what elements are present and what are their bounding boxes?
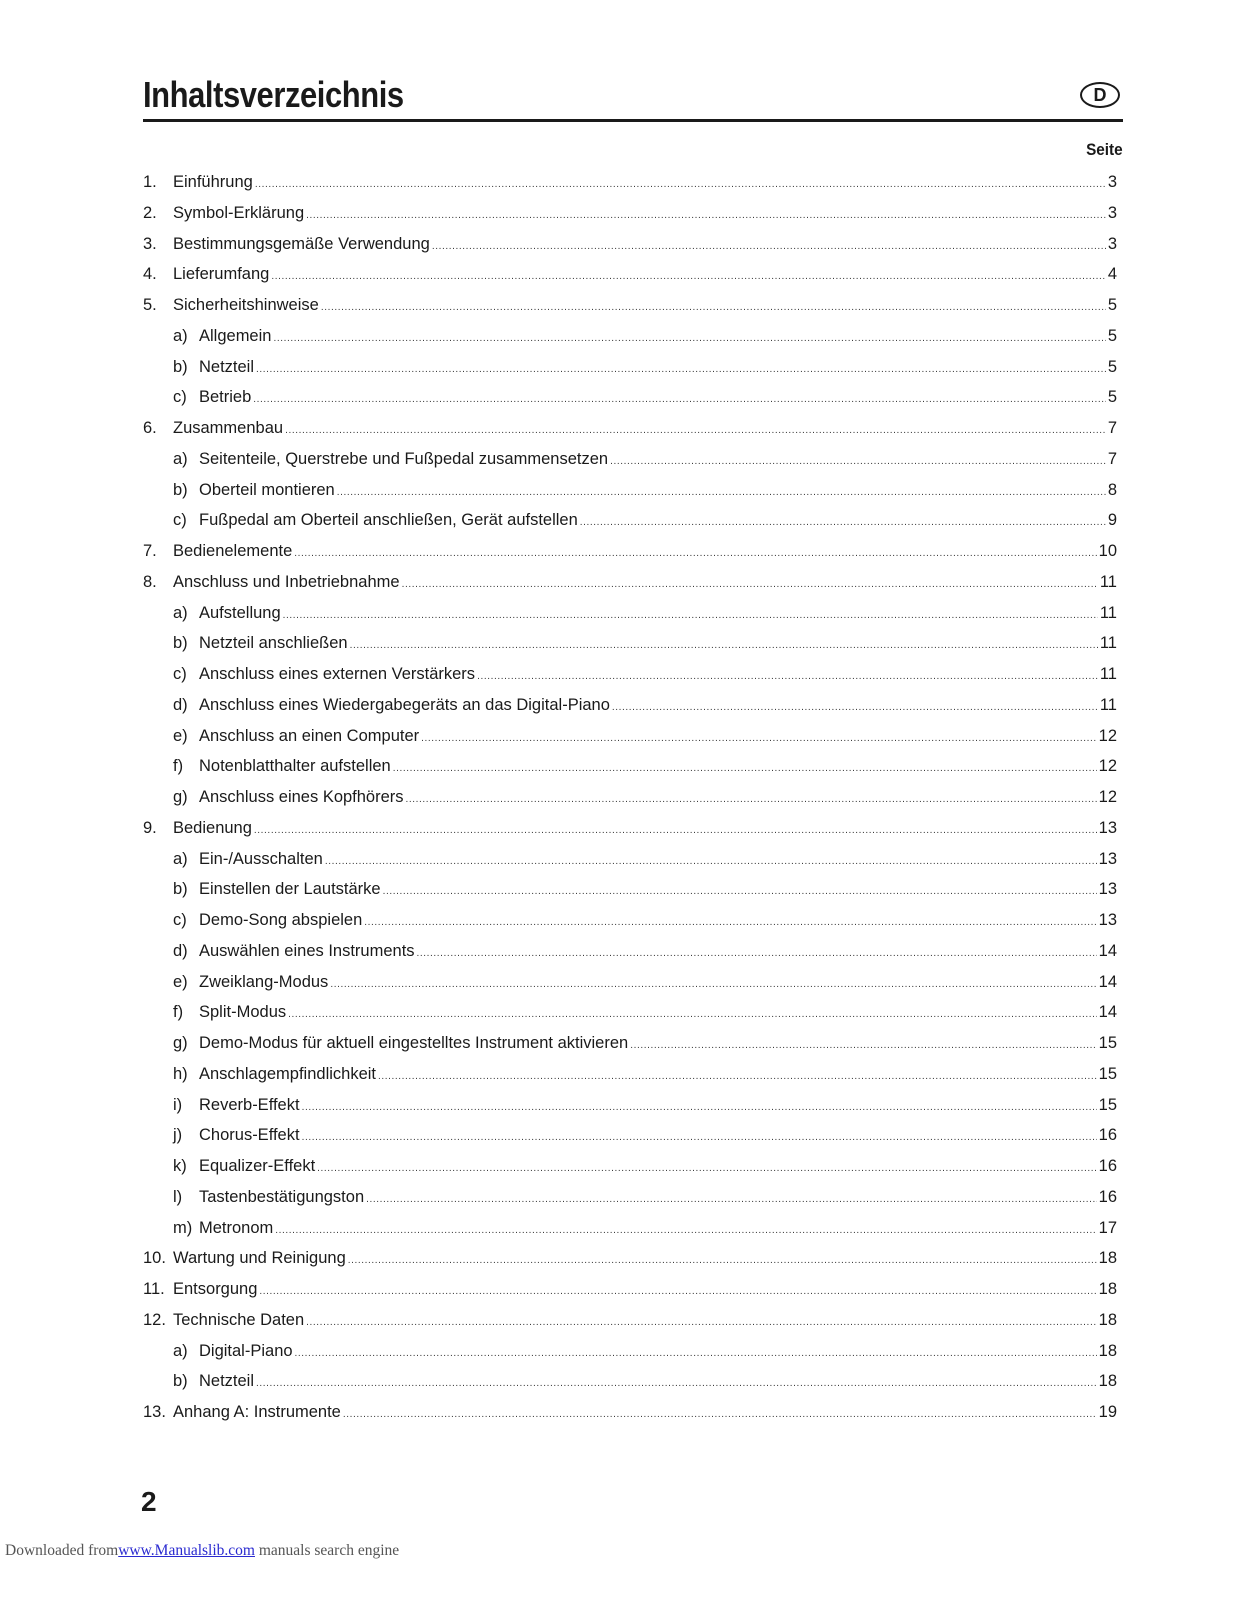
toc-entry: [143, 293, 1117, 324]
toc-entry-label: Notenblatthalter aufstellen: [199, 757, 391, 776]
toc-entry-label: Reverb-Effekt: [199, 1095, 300, 1114]
dot-leader: [275, 1219, 1096, 1243]
toc-entry-label: Metronom: [199, 1218, 274, 1237]
toc-entry-number: 9.: [143, 818, 157, 837]
language-badge: D: [1080, 82, 1120, 108]
dot-leader: [255, 173, 1106, 197]
toc-subentry: [143, 385, 1117, 416]
dot-leader: [612, 696, 1098, 720]
toc-subentry: [143, 939, 1117, 970]
toc-subentry: [143, 724, 1117, 755]
toc-entry-number: 5.: [143, 296, 157, 314]
table-of-contents: [143, 170, 1117, 1431]
toc-entry-page: 3: [1107, 234, 1117, 253]
toc-subentry: [143, 478, 1117, 509]
toc-entry-label: Digital-Piano: [199, 1341, 293, 1360]
toc-entry-number: a): [173, 326, 188, 345]
toc-entry-page: 16: [1098, 1126, 1117, 1145]
toc-entry-page: 12: [1098, 788, 1117, 806]
toc-entry-label: Chorus-Effekt: [199, 1126, 300, 1145]
toc-entry-label: Bedienelemente: [173, 542, 293, 560]
toc-subentry: [143, 1339, 1117, 1370]
dot-leader: [364, 911, 1096, 935]
dot-leader: [285, 419, 1106, 443]
dot-leader: [350, 634, 1098, 658]
dot-leader: [402, 573, 1098, 597]
toc-entry-page: 5: [1107, 326, 1117, 345]
toc-subentry: [143, 631, 1117, 662]
dot-leader: [306, 1311, 1096, 1335]
toc-entry-label: Zweiklang-Modus: [199, 972, 329, 991]
dot-leader: [295, 1342, 1097, 1366]
toc-entry-label: Wartung und Reinigung: [173, 1249, 346, 1268]
toc-entry-number: i): [173, 1095, 183, 1114]
toc-entry-number: a): [173, 603, 188, 622]
footer-suffix: manuals search engine: [254, 1542, 400, 1559]
toc-entry-label: Lieferumfang: [173, 265, 270, 284]
toc-entry-number: g): [173, 788, 188, 806]
title-divider: [143, 119, 1123, 122]
toc-entry-number: a): [173, 449, 188, 468]
toc-entry-label: Symbol-Erklärung: [173, 203, 305, 222]
toc-entry-number: e): [173, 972, 188, 991]
toc-entry-page: 3: [1107, 173, 1117, 191]
toc-entry-page: 16: [1098, 1187, 1117, 1206]
toc-entry-page: 7: [1107, 419, 1117, 437]
toc-subentry: [143, 847, 1117, 878]
toc-entry: [143, 262, 1117, 293]
toc-subentry: [143, 1185, 1117, 1216]
toc-subentry: [143, 601, 1117, 632]
dot-leader: [393, 757, 1097, 781]
toc-entry-number: d): [173, 941, 188, 960]
toc-entry-page: 18: [1098, 1280, 1117, 1298]
toc-entry: [143, 539, 1117, 570]
dot-leader: [283, 604, 1098, 628]
toc-subentry: [143, 324, 1117, 355]
toc-entry-label: Zusammenbau: [173, 419, 284, 437]
toc-entry-number: b): [173, 1372, 188, 1391]
toc-entry-page: 14: [1098, 1003, 1117, 1022]
toc-entry-page: 16: [1098, 1157, 1117, 1175]
dot-leader: [417, 942, 1097, 966]
toc-entry-number: 10.: [143, 1249, 166, 1268]
toc-entry: [143, 816, 1117, 847]
toc-entry-page: 15: [1098, 1095, 1117, 1114]
toc-entry-page: 18: [1098, 1341, 1117, 1360]
toc-entry-number: d): [173, 695, 188, 714]
dot-leader: [306, 204, 1106, 228]
toc-entry-page: 11: [1099, 665, 1117, 683]
toc-entry: [143, 416, 1117, 447]
toc-entry-page: 5: [1107, 296, 1117, 314]
toc-entry-label: Demo-Song abspielen: [199, 911, 363, 929]
toc-entry-number: 11.: [143, 1280, 165, 1298]
toc-entry-number: 8.: [143, 572, 157, 591]
toc-entry-number: 2.: [143, 203, 157, 222]
toc-entry-page: 18: [1098, 1249, 1117, 1268]
dot-leader: [288, 1003, 1097, 1027]
dot-leader: [325, 850, 1097, 874]
toc-entry-page: 10: [1098, 542, 1117, 560]
toc-subentry: [143, 1000, 1117, 1031]
toc-entry-label: Bestimmungsgemäße Verwendung: [173, 234, 430, 253]
toc-entry-label: Anhang A: Instrumente: [173, 1403, 341, 1421]
toc-entry: [143, 1400, 1117, 1431]
toc-subentry: [143, 1062, 1117, 1093]
toc-subentry: [143, 1093, 1117, 1124]
toc-entry-number: l): [173, 1187, 183, 1206]
toc-entry-number: 12.: [143, 1310, 166, 1329]
toc-entry-label: Anschluss und Inbetriebnahme: [173, 572, 400, 591]
toc-entry-label: Entsorgung: [173, 1280, 258, 1298]
toc-entry-label: Anschluss eines Kopfhörers: [199, 788, 404, 806]
toc-entry-page: 14: [1098, 941, 1117, 960]
toc-entry-label: Ein-/Ausschalten: [199, 849, 323, 868]
toc-entry-page: 14: [1098, 972, 1117, 991]
toc-entry-page: 13: [1098, 849, 1117, 868]
toc-subentry: [143, 1216, 1117, 1247]
toc-entry-number: h): [173, 1064, 188, 1083]
toc-entry-page: 9: [1107, 511, 1117, 530]
dot-leader: [432, 235, 1106, 259]
toc-entry-number: m): [173, 1218, 193, 1237]
dot-leader: [378, 1065, 1097, 1089]
toc-entry-label: Aufstellung: [199, 603, 281, 622]
toc-subentry: [143, 1154, 1117, 1185]
toc-entry-label: Auswählen eines Instruments: [199, 941, 415, 960]
toc-entry-number: a): [173, 849, 188, 868]
toc-subentry: [143, 970, 1117, 1001]
toc-entry-page: 5: [1107, 388, 1117, 407]
toc-entry-number: a): [173, 1341, 188, 1360]
toc-entry-page: 13: [1098, 880, 1117, 899]
toc-entry-number: 1.: [143, 173, 157, 191]
toc-entry-label: Sicherheitshinweise: [173, 296, 319, 314]
dot-leader: [254, 819, 1097, 843]
toc-entry-number: 7.: [143, 542, 157, 560]
dot-leader: [294, 542, 1096, 566]
toc-entry-label: Allgemein: [199, 326, 272, 345]
toc-subentry: [143, 1369, 1117, 1400]
dot-leader: [421, 727, 1097, 751]
toc-subentry: [143, 1123, 1117, 1154]
toc-entry-number: b): [173, 880, 188, 899]
toc-subentry: [143, 877, 1117, 908]
toc-entry-label: Betrieb: [199, 388, 252, 407]
page-column-header: Seite: [1086, 140, 1123, 159]
toc-entry-label: Split-Modus: [199, 1003, 287, 1022]
dot-leader: [337, 481, 1106, 505]
page-title: Inhaltsverzeichnis: [143, 74, 404, 115]
dot-leader: [271, 265, 1106, 289]
toc-subentry: [143, 693, 1117, 724]
toc-entry-label: Demo-Modus für aktuell eingestelltes Instrument aktivieren: [199, 1034, 629, 1052]
toc-entry: [143, 1277, 1117, 1308]
toc-entry: [143, 232, 1117, 263]
toc-entry-number: k): [173, 1157, 187, 1175]
dot-leader: [348, 1249, 1097, 1273]
toc-entry: [143, 1308, 1117, 1339]
toc-entry-number: j): [173, 1126, 183, 1145]
toc-entry-label: Anschluss an einen Computer: [199, 726, 420, 745]
toc-entry: [143, 1246, 1117, 1277]
toc-entry-number: 4.: [143, 265, 157, 284]
dot-leader: [366, 1188, 1097, 1212]
toc-subentry: [143, 355, 1117, 386]
dot-leader: [630, 1034, 1096, 1058]
dot-leader: [302, 1096, 1097, 1120]
toc-entry-number: f): [173, 1003, 184, 1022]
dot-leader: [330, 973, 1096, 997]
toc-entry-page: 17: [1098, 1218, 1117, 1237]
toc-entry-label: Einstellen der Lautstärke: [199, 880, 381, 899]
toc-entry-page: 8: [1107, 480, 1117, 499]
toc-entry-number: g): [173, 1034, 188, 1052]
download-footer: [5, 1542, 399, 1560]
toc-entry-page: 12: [1098, 757, 1117, 776]
dot-leader: [477, 665, 1098, 689]
toc-entry-label: Netzteil: [199, 1372, 255, 1391]
toc-entry-page: 4: [1107, 265, 1117, 284]
toc-entry-page: 13: [1098, 911, 1117, 929]
toc-entry-page: 11: [1099, 634, 1117, 653]
dot-leader: [610, 450, 1106, 474]
toc-entry-number: c): [173, 911, 187, 929]
toc-subentry: [143, 447, 1117, 478]
dot-leader: [256, 1372, 1097, 1396]
toc-entry-page: 11: [1099, 572, 1117, 591]
toc-entry-page: 15: [1098, 1034, 1117, 1052]
page-number: 2: [141, 1486, 157, 1517]
toc-entry-page: 11: [1099, 695, 1117, 714]
toc-entry: [143, 201, 1117, 232]
toc-entry: [143, 170, 1117, 201]
toc-entry-number: 3.: [143, 234, 157, 253]
toc-entry: [143, 570, 1117, 601]
toc-entry-page: 11: [1099, 603, 1117, 622]
dot-leader: [302, 1126, 1097, 1150]
toc-entry-label: Fußpedal am Oberteil anschließen, Gerät aufstellen: [199, 511, 578, 530]
dot-leader: [383, 880, 1097, 904]
toc-entry-number: c): [173, 665, 187, 683]
dot-leader: [317, 1157, 1096, 1181]
dot-leader: [253, 388, 1106, 412]
toc-entry-label: Anschluss eines Wiedergabegeräts an das Digital-Piano: [199, 695, 610, 714]
dot-leader: [321, 296, 1106, 320]
toc-subentry: [143, 908, 1117, 939]
toc-entry-page: 7: [1107, 449, 1117, 468]
toc-entry-label: Tastenbestätigungston: [199, 1187, 365, 1206]
toc-entry-number: b): [173, 634, 188, 653]
footer-prefix: Downloaded from: [5, 1542, 119, 1559]
toc-subentry: [143, 662, 1117, 693]
toc-entry-page: 13: [1098, 818, 1117, 837]
toc-entry-label: Seitenteile, Querstrebe und Fußpedal zusammensetzen: [199, 449, 609, 468]
toc-entry-number: c): [173, 511, 187, 530]
dot-leader: [259, 1280, 1096, 1304]
toc-subentry: [143, 508, 1117, 539]
toc-subentry: [143, 1031, 1117, 1062]
toc-subentry: [143, 754, 1117, 785]
toc-entry-label: Equalizer-Effekt: [199, 1157, 316, 1175]
toc-entry-number: e): [173, 726, 188, 745]
dot-leader: [273, 327, 1105, 351]
toc-entry-label: Bedienung: [173, 818, 252, 837]
toc-entry-page: 19: [1098, 1403, 1117, 1421]
toc-entry-page: 15: [1098, 1064, 1117, 1083]
dot-leader: [343, 1403, 1097, 1427]
dot-leader: [406, 788, 1097, 812]
toc-entry-label: Netzteil: [199, 357, 255, 376]
toc-entry-label: Technische Daten: [173, 1310, 305, 1329]
toc-entry-page: 5: [1107, 357, 1117, 376]
toc-entry-number: b): [173, 357, 188, 376]
toc-entry-label: Netzteil anschließen: [199, 634, 348, 653]
toc-entry-label: Einführung: [173, 173, 253, 191]
toc-entry-number: c): [173, 388, 187, 407]
toc-entry-page: 18: [1098, 1372, 1117, 1391]
toc-entry-number: b): [173, 480, 188, 499]
dot-leader: [256, 358, 1106, 382]
toc-subentry: [143, 785, 1117, 816]
toc-entry-number: 13.: [143, 1403, 166, 1421]
toc-entry-label: Anschluss eines externen Verstärkers: [199, 665, 476, 683]
toc-entry-page: 3: [1107, 203, 1117, 222]
toc-entry-number: f): [173, 757, 184, 776]
toc-entry-label: Anschlagempfindlichkeit: [199, 1064, 377, 1083]
toc-entry-number: 6.: [143, 419, 157, 437]
toc-entry-label: Oberteil montieren: [199, 480, 335, 499]
manualslib-link[interactable]: www.Manualslib.com: [118, 1542, 255, 1559]
dot-leader: [580, 511, 1106, 535]
toc-entry-page: 12: [1098, 726, 1117, 745]
toc-entry-page: 18: [1098, 1310, 1117, 1329]
